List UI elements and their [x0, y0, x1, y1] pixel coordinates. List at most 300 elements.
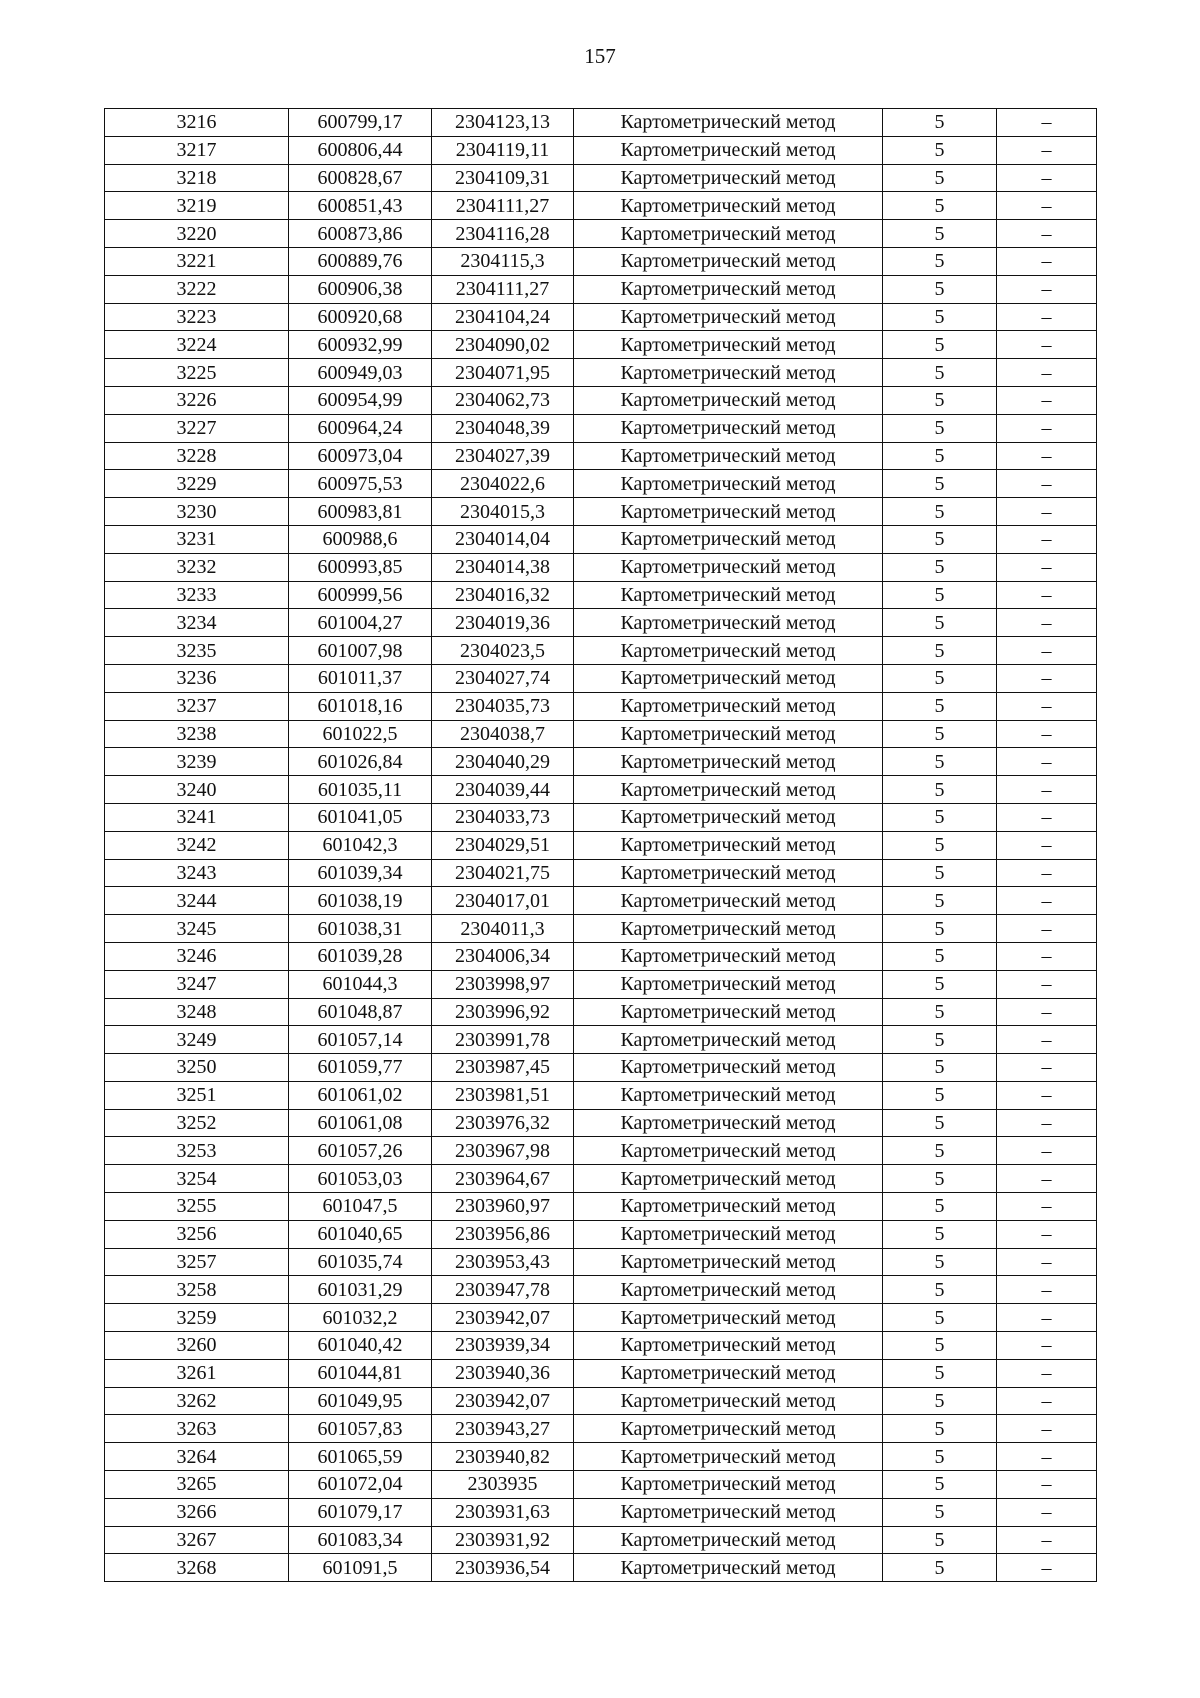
y-coordinate-cell: 2303939,34 — [432, 1332, 574, 1360]
note-cell: – — [997, 1554, 1097, 1582]
accuracy-cell: 5 — [883, 998, 997, 1026]
x-coordinate-cell: 600799,17 — [289, 109, 432, 137]
note-cell: – — [997, 1081, 1097, 1109]
y-coordinate-cell: 2304115,3 — [432, 247, 574, 275]
point-number-cell: 3225 — [105, 359, 289, 387]
table-row — [105, 1415, 1097, 1443]
point-number-cell: 3220 — [105, 220, 289, 248]
table-row — [105, 970, 1097, 998]
table-row — [105, 942, 1097, 970]
table-row — [105, 275, 1097, 303]
method-cell: Картометрический метод — [574, 637, 883, 665]
accuracy-cell: 5 — [883, 1526, 997, 1554]
x-coordinate-cell: 601057,83 — [289, 1415, 432, 1443]
table-row — [105, 1443, 1097, 1471]
y-coordinate-cell: 2303998,97 — [432, 970, 574, 998]
note-cell: – — [997, 1471, 1097, 1499]
point-number-cell: 3234 — [105, 609, 289, 637]
table-row — [105, 692, 1097, 720]
table-row — [105, 220, 1097, 248]
method-cell: Картометрический метод — [574, 803, 883, 831]
table-row — [105, 887, 1097, 915]
note-cell: – — [997, 581, 1097, 609]
method-cell: Картометрический метод — [574, 192, 883, 220]
point-number-cell: 3233 — [105, 581, 289, 609]
x-coordinate-cell: 601059,77 — [289, 1054, 432, 1082]
note-cell: – — [997, 1498, 1097, 1526]
note-cell: – — [997, 1054, 1097, 1082]
accuracy-cell: 5 — [883, 1554, 997, 1582]
note-cell: – — [997, 664, 1097, 692]
y-coordinate-cell: 2304039,44 — [432, 776, 574, 804]
method-cell: Картометрический метод — [574, 136, 883, 164]
note-cell: – — [997, 1304, 1097, 1332]
table-row — [105, 831, 1097, 859]
point-number-cell: 3256 — [105, 1220, 289, 1248]
table-row — [105, 1526, 1097, 1554]
table-row — [105, 998, 1097, 1026]
note-cell: – — [997, 998, 1097, 1026]
accuracy-cell: 5 — [883, 525, 997, 553]
accuracy-cell: 5 — [883, 776, 997, 804]
x-coordinate-cell: 600920,68 — [289, 303, 432, 331]
y-coordinate-cell: 2304022,6 — [432, 470, 574, 498]
point-number-cell: 3267 — [105, 1526, 289, 1554]
y-coordinate-cell: 2303943,27 — [432, 1415, 574, 1443]
accuracy-cell: 5 — [883, 692, 997, 720]
x-coordinate-cell: 600999,56 — [289, 581, 432, 609]
x-coordinate-cell: 600983,81 — [289, 498, 432, 526]
y-coordinate-cell: 2304014,04 — [432, 525, 574, 553]
accuracy-cell: 5 — [883, 414, 997, 442]
point-number-cell: 3232 — [105, 553, 289, 581]
accuracy-cell: 5 — [883, 470, 997, 498]
table-row — [105, 803, 1097, 831]
y-coordinate-cell: 2303931,92 — [432, 1526, 574, 1554]
y-coordinate-cell: 2304006,34 — [432, 942, 574, 970]
table-row — [105, 1081, 1097, 1109]
x-coordinate-cell: 601035,11 — [289, 776, 432, 804]
note-cell: – — [997, 720, 1097, 748]
x-coordinate-cell: 601083,34 — [289, 1526, 432, 1554]
table-row — [105, 1554, 1097, 1582]
note-cell: – — [997, 525, 1097, 553]
table-row — [105, 109, 1097, 137]
table-row — [105, 637, 1097, 665]
x-coordinate-cell: 600932,99 — [289, 331, 432, 359]
accuracy-cell: 5 — [883, 1081, 997, 1109]
method-cell: Картометрический метод — [574, 1498, 883, 1526]
accuracy-cell: 5 — [883, 303, 997, 331]
y-coordinate-cell: 2304027,74 — [432, 664, 574, 692]
table-row — [105, 1471, 1097, 1499]
point-number-cell: 3219 — [105, 192, 289, 220]
table-row — [105, 1165, 1097, 1193]
y-coordinate-cell: 2304011,3 — [432, 915, 574, 943]
note-cell: – — [997, 1026, 1097, 1054]
point-number-cell: 3235 — [105, 637, 289, 665]
x-coordinate-cell: 601057,14 — [289, 1026, 432, 1054]
coordinates-table-body — [105, 109, 1097, 1582]
point-number-cell: 3216 — [105, 109, 289, 137]
accuracy-cell: 5 — [883, 247, 997, 275]
note-cell: – — [997, 776, 1097, 804]
note-cell: – — [997, 498, 1097, 526]
accuracy-cell: 5 — [883, 637, 997, 665]
method-cell: Картометрический метод — [574, 1081, 883, 1109]
accuracy-cell: 5 — [883, 942, 997, 970]
method-cell: Картометрический метод — [574, 1276, 883, 1304]
method-cell: Картометрический метод — [574, 942, 883, 970]
method-cell: Картометрический метод — [574, 1415, 883, 1443]
table-row — [105, 1054, 1097, 1082]
y-coordinate-cell: 2303964,67 — [432, 1165, 574, 1193]
x-coordinate-cell: 601042,3 — [289, 831, 432, 859]
y-coordinate-cell: 2304023,5 — [432, 637, 574, 665]
method-cell: Картометрический метод — [574, 470, 883, 498]
note-cell: – — [997, 1109, 1097, 1137]
accuracy-cell: 5 — [883, 553, 997, 581]
note-cell: – — [997, 1165, 1097, 1193]
x-coordinate-cell: 601061,08 — [289, 1109, 432, 1137]
x-coordinate-cell: 601041,05 — [289, 803, 432, 831]
method-cell: Картометрический метод — [574, 720, 883, 748]
accuracy-cell: 5 — [883, 1415, 997, 1443]
x-coordinate-cell: 601049,95 — [289, 1387, 432, 1415]
note-cell: – — [997, 220, 1097, 248]
x-coordinate-cell: 601048,87 — [289, 998, 432, 1026]
method-cell: Картометрический метод — [574, 1359, 883, 1387]
method-cell: Картометрический метод — [574, 915, 883, 943]
accuracy-cell: 5 — [883, 192, 997, 220]
y-coordinate-cell: 2303987,45 — [432, 1054, 574, 1082]
accuracy-cell: 5 — [883, 1387, 997, 1415]
method-cell: Картометрический метод — [574, 1026, 883, 1054]
accuracy-cell: 5 — [883, 1054, 997, 1082]
y-coordinate-cell: 2304111,27 — [432, 275, 574, 303]
table-row — [105, 1304, 1097, 1332]
point-number-cell: 3239 — [105, 748, 289, 776]
accuracy-cell: 5 — [883, 859, 997, 887]
note-cell: – — [997, 470, 1097, 498]
x-coordinate-cell: 600964,24 — [289, 414, 432, 442]
table-row — [105, 553, 1097, 581]
point-number-cell: 3231 — [105, 525, 289, 553]
accuracy-cell: 5 — [883, 1220, 997, 1248]
note-cell: – — [997, 164, 1097, 192]
method-cell: Картометрический метод — [574, 1054, 883, 1082]
note-cell: – — [997, 637, 1097, 665]
x-coordinate-cell: 600873,86 — [289, 220, 432, 248]
accuracy-cell: 5 — [883, 720, 997, 748]
x-coordinate-cell: 600993,85 — [289, 553, 432, 581]
method-cell: Картометрический метод — [574, 1220, 883, 1248]
point-number-cell: 3247 — [105, 970, 289, 998]
table-row — [105, 386, 1097, 414]
point-number-cell: 3246 — [105, 942, 289, 970]
method-cell: Картометрический метод — [574, 692, 883, 720]
point-number-cell: 3226 — [105, 386, 289, 414]
y-coordinate-cell: 2303940,82 — [432, 1443, 574, 1471]
x-coordinate-cell: 600988,6 — [289, 525, 432, 553]
table-row — [105, 720, 1097, 748]
x-coordinate-cell: 601044,81 — [289, 1359, 432, 1387]
y-coordinate-cell: 2303931,63 — [432, 1498, 574, 1526]
accuracy-cell: 5 — [883, 970, 997, 998]
table-row — [105, 414, 1097, 442]
method-cell: Картометрический метод — [574, 609, 883, 637]
point-number-cell: 3236 — [105, 664, 289, 692]
accuracy-cell: 5 — [883, 442, 997, 470]
y-coordinate-cell: 2304033,73 — [432, 803, 574, 831]
accuracy-cell: 5 — [883, 1109, 997, 1137]
y-coordinate-cell: 2304019,36 — [432, 609, 574, 637]
x-coordinate-cell: 600975,53 — [289, 470, 432, 498]
method-cell: Картометрический метод — [574, 386, 883, 414]
point-number-cell: 3266 — [105, 1498, 289, 1526]
y-coordinate-cell: 2303956,86 — [432, 1220, 574, 1248]
y-coordinate-cell: 2303991,78 — [432, 1026, 574, 1054]
method-cell: Картометрический метод — [574, 887, 883, 915]
point-number-cell: 3258 — [105, 1276, 289, 1304]
note-cell: – — [997, 803, 1097, 831]
x-coordinate-cell: 601004,27 — [289, 609, 432, 637]
x-coordinate-cell: 601079,17 — [289, 1498, 432, 1526]
x-coordinate-cell: 601044,3 — [289, 970, 432, 998]
note-cell: – — [997, 970, 1097, 998]
point-number-cell: 3221 — [105, 247, 289, 275]
table-row — [105, 1359, 1097, 1387]
table-row — [105, 1109, 1097, 1137]
table-row — [105, 442, 1097, 470]
method-cell: Картометрический метод — [574, 1193, 883, 1221]
note-cell: – — [997, 1443, 1097, 1471]
accuracy-cell: 5 — [883, 1304, 997, 1332]
note-cell: – — [997, 136, 1097, 164]
method-cell: Картометрический метод — [574, 275, 883, 303]
y-coordinate-cell: 2304021,75 — [432, 859, 574, 887]
point-number-cell: 3224 — [105, 331, 289, 359]
table-row — [105, 581, 1097, 609]
accuracy-cell: 5 — [883, 581, 997, 609]
note-cell: – — [997, 1137, 1097, 1165]
x-coordinate-cell: 601061,02 — [289, 1081, 432, 1109]
note-cell: – — [997, 109, 1097, 137]
x-coordinate-cell: 601057,26 — [289, 1137, 432, 1165]
accuracy-cell: 5 — [883, 748, 997, 776]
y-coordinate-cell: 2304123,13 — [432, 109, 574, 137]
point-number-cell: 3248 — [105, 998, 289, 1026]
y-coordinate-cell: 2304116,28 — [432, 220, 574, 248]
x-coordinate-cell: 601035,74 — [289, 1248, 432, 1276]
point-number-cell: 3250 — [105, 1054, 289, 1082]
accuracy-cell: 5 — [883, 803, 997, 831]
point-number-cell: 3253 — [105, 1137, 289, 1165]
table-row — [105, 1498, 1097, 1526]
point-number-cell: 3262 — [105, 1387, 289, 1415]
point-number-cell: 3259 — [105, 1304, 289, 1332]
x-coordinate-cell: 601011,37 — [289, 664, 432, 692]
point-number-cell: 3252 — [105, 1109, 289, 1137]
note-cell: – — [997, 414, 1097, 442]
x-coordinate-cell: 600889,76 — [289, 247, 432, 275]
x-coordinate-cell: 600851,43 — [289, 192, 432, 220]
method-cell: Картометрический метод — [574, 303, 883, 331]
y-coordinate-cell: 2304071,95 — [432, 359, 574, 387]
point-number-cell: 3251 — [105, 1081, 289, 1109]
note-cell: – — [997, 192, 1097, 220]
y-coordinate-cell: 2303976,32 — [432, 1109, 574, 1137]
note-cell: – — [997, 1220, 1097, 1248]
y-coordinate-cell: 2304062,73 — [432, 386, 574, 414]
y-coordinate-cell: 2303953,43 — [432, 1248, 574, 1276]
method-cell: Картометрический метод — [574, 859, 883, 887]
table-row — [105, 470, 1097, 498]
table-row — [105, 247, 1097, 275]
table-row — [105, 359, 1097, 387]
note-cell: – — [997, 942, 1097, 970]
point-number-cell: 3264 — [105, 1443, 289, 1471]
method-cell: Картометрический метод — [574, 498, 883, 526]
y-coordinate-cell: 2304035,73 — [432, 692, 574, 720]
accuracy-cell: 5 — [883, 664, 997, 692]
table-row — [105, 1248, 1097, 1276]
x-coordinate-cell: 601065,59 — [289, 1443, 432, 1471]
y-coordinate-cell: 2303935 — [432, 1471, 574, 1499]
table-row — [105, 609, 1097, 637]
method-cell: Картометрический метод — [574, 1137, 883, 1165]
table-row — [105, 525, 1097, 553]
y-coordinate-cell: 2304014,38 — [432, 553, 574, 581]
note-cell: – — [997, 1526, 1097, 1554]
x-coordinate-cell: 600954,99 — [289, 386, 432, 414]
y-coordinate-cell: 2303960,97 — [432, 1193, 574, 1221]
accuracy-cell: 5 — [883, 386, 997, 414]
method-cell: Картометрический метод — [574, 664, 883, 692]
accuracy-cell: 5 — [883, 109, 997, 137]
note-cell: – — [997, 331, 1097, 359]
x-coordinate-cell: 601047,5 — [289, 1193, 432, 1221]
point-number-cell: 3242 — [105, 831, 289, 859]
table-row — [105, 192, 1097, 220]
note-cell: – — [997, 359, 1097, 387]
point-number-cell: 3240 — [105, 776, 289, 804]
accuracy-cell: 5 — [883, 831, 997, 859]
point-number-cell: 3237 — [105, 692, 289, 720]
x-coordinate-cell: 601022,5 — [289, 720, 432, 748]
accuracy-cell: 5 — [883, 136, 997, 164]
method-cell: Картометрический метод — [574, 442, 883, 470]
x-coordinate-cell: 601026,84 — [289, 748, 432, 776]
y-coordinate-cell: 2304016,32 — [432, 581, 574, 609]
x-coordinate-cell: 600828,67 — [289, 164, 432, 192]
x-coordinate-cell: 601018,16 — [289, 692, 432, 720]
y-coordinate-cell: 2303940,36 — [432, 1359, 574, 1387]
y-coordinate-cell: 2304038,7 — [432, 720, 574, 748]
accuracy-cell: 5 — [883, 220, 997, 248]
point-number-cell: 3244 — [105, 887, 289, 915]
method-cell: Картометрический метод — [574, 331, 883, 359]
x-coordinate-cell: 601039,28 — [289, 942, 432, 970]
x-coordinate-cell: 600949,03 — [289, 359, 432, 387]
x-coordinate-cell: 601040,42 — [289, 1332, 432, 1360]
accuracy-cell: 5 — [883, 1248, 997, 1276]
method-cell: Картометрический метод — [574, 748, 883, 776]
note-cell: – — [997, 692, 1097, 720]
x-coordinate-cell: 601053,03 — [289, 1165, 432, 1193]
y-coordinate-cell: 2303942,07 — [432, 1387, 574, 1415]
x-coordinate-cell: 601032,2 — [289, 1304, 432, 1332]
y-coordinate-cell: 2304017,01 — [432, 887, 574, 915]
method-cell: Картометрический метод — [574, 247, 883, 275]
table-row — [105, 1026, 1097, 1054]
point-number-cell: 3268 — [105, 1554, 289, 1582]
y-coordinate-cell: 2304119,11 — [432, 136, 574, 164]
note-cell: – — [997, 1387, 1097, 1415]
point-number-cell: 3249 — [105, 1026, 289, 1054]
x-coordinate-cell: 600906,38 — [289, 275, 432, 303]
accuracy-cell: 5 — [883, 1359, 997, 1387]
note-cell: – — [997, 831, 1097, 859]
method-cell: Картометрический метод — [574, 553, 883, 581]
accuracy-cell: 5 — [883, 498, 997, 526]
x-coordinate-cell: 601031,29 — [289, 1276, 432, 1304]
accuracy-cell: 5 — [883, 164, 997, 192]
table-row — [105, 915, 1097, 943]
accuracy-cell: 5 — [883, 1443, 997, 1471]
table-row — [105, 748, 1097, 776]
y-coordinate-cell: 2304111,27 — [432, 192, 574, 220]
accuracy-cell: 5 — [883, 1026, 997, 1054]
accuracy-cell: 5 — [883, 1276, 997, 1304]
point-number-cell: 3230 — [105, 498, 289, 526]
accuracy-cell: 5 — [883, 915, 997, 943]
method-cell: Картометрический метод — [574, 776, 883, 804]
method-cell: Картометрический метод — [574, 1443, 883, 1471]
table-row — [105, 331, 1097, 359]
note-cell: – — [997, 609, 1097, 637]
page-number: 157 — [584, 44, 616, 68]
point-number-cell: 3260 — [105, 1332, 289, 1360]
x-coordinate-cell: 601091,5 — [289, 1554, 432, 1582]
note-cell: – — [997, 1248, 1097, 1276]
method-cell: Картометрический метод — [574, 831, 883, 859]
point-number-cell: 3227 — [105, 414, 289, 442]
table-row — [105, 1332, 1097, 1360]
coordinates-table — [104, 108, 1097, 1582]
point-number-cell: 3218 — [105, 164, 289, 192]
note-cell: – — [997, 553, 1097, 581]
y-coordinate-cell: 2303981,51 — [432, 1081, 574, 1109]
accuracy-cell: 5 — [883, 359, 997, 387]
note-cell: – — [997, 859, 1097, 887]
table-row — [105, 776, 1097, 804]
method-cell: Картометрический метод — [574, 1332, 883, 1360]
point-number-cell: 3217 — [105, 136, 289, 164]
y-coordinate-cell: 2304029,51 — [432, 831, 574, 859]
x-coordinate-cell: 600973,04 — [289, 442, 432, 470]
method-cell: Картометрический метод — [574, 1526, 883, 1554]
x-coordinate-cell: 601039,34 — [289, 859, 432, 887]
note-cell: – — [997, 275, 1097, 303]
note-cell: – — [997, 1276, 1097, 1304]
point-number-cell: 3238 — [105, 720, 289, 748]
table-row — [105, 1387, 1097, 1415]
table-row — [105, 664, 1097, 692]
y-coordinate-cell: 2303936,54 — [432, 1554, 574, 1582]
method-cell: Картометрический метод — [574, 414, 883, 442]
point-number-cell: 3245 — [105, 915, 289, 943]
